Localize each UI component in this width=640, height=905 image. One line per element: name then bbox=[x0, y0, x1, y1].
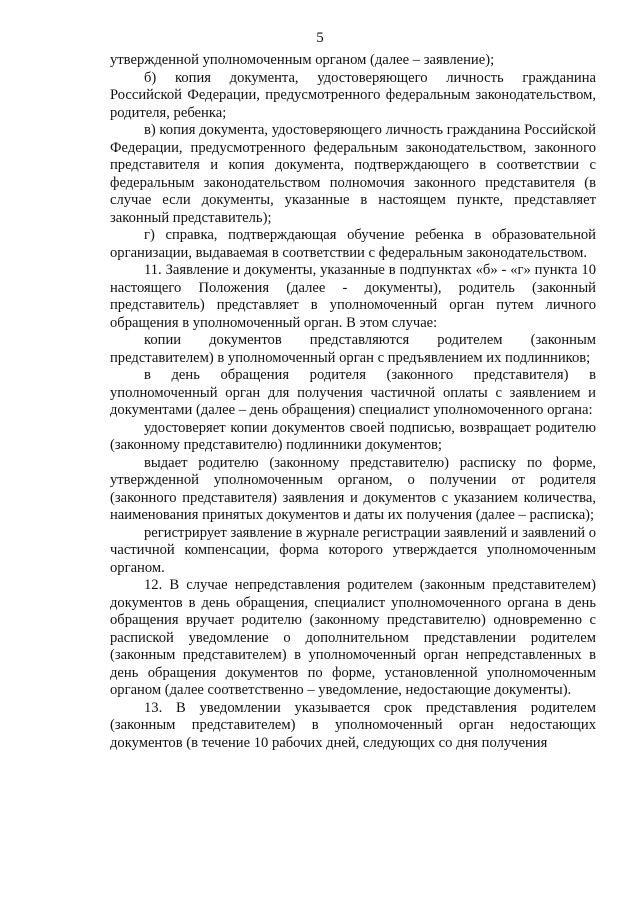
paragraph-item-v: в) копия документа, удостоверяющего личность гражданина Российской Федерации, предусмотренного федеральным законодательством, законного представителя и копия документа, подтверждающего в соответствии с федеральным законодательством полномочия законного представителя (в случае если документы, указанные в настоящем пункте, представляет законный представитель); bbox=[110, 122, 596, 226]
paragraph-continuation: утвержденной уполномоченным органом (далее – заявление); bbox=[110, 52, 495, 68]
paragraph-clause-11: 11. Заявление и документы, указанные в подпунктах «б» - «г» пункта 10 настоящего Положения (далее - документы), родитель (законный представитель) представляет в уполномоченный орган путем личного обращения в уполномоченный орган. В этом случае: bbox=[110, 262, 596, 331]
paragraph-clause-13: 13. В уведомлении указывается срок представления родителем (законным представителем) в уполномоченный орган недостающих документов (в течение 10 рабочих дней, следующих со дня получения bbox=[110, 699, 596, 751]
paragraph-item-b: б) копия документа, удостоверяющего личность гражданина Российской Федерации, предусмотренного федеральным законодательством, родителя, ребенка; bbox=[110, 69, 596, 121]
document-body bbox=[110, 52, 596, 752]
paragraph-copies: копии документов представляются родителем (законным представителем) в уполномоченный орган с предъявлением их подлинников; bbox=[110, 332, 596, 366]
paragraph-certifies: удостоверяет копии документов своей подписью, возвращает родителю (законному представителю) подлинники документов; bbox=[110, 419, 596, 453]
paragraph-day-of-application: в день обращения родителя (законного представителя) в уполномоченный орган для получения частичной оплаты с заявлением и документами (далее – день обращения) специалист уполномоченного органа: bbox=[110, 367, 596, 418]
paragraph-item-g: г) справка, подтверждающая обучение ребенка в образовательной организации, выдаваемая в соответствии с федеральным законодательством. bbox=[110, 227, 596, 261]
paragraph-registers: регистрирует заявление в журнале регистрации заявлений и заявлений о частичной компенсации, форма которого утверждается уполномоченным органом. bbox=[110, 524, 596, 576]
paragraph-issues-receipt: выдает родителю (законному представителю) расписку по форме, утвержденной уполномоченным органом, о получении от родителя (законного представителя) заявления и документов с указанием количества, наименования принятых документов и даты их получения (далее – расписка); bbox=[110, 454, 596, 523]
page-number: 5 bbox=[316, 30, 324, 46]
paragraph-clause-12: 12. В случае непредставления родителем (законным представителем) документов в день обращения, специалист уполномоченного органа в день обращения вручает родителю (законному представителю) одновременно с распиской уведомление о дополнительном представлении родителем (законным представителем) в уполномоченный орган непредставленных в день обращения документов по форме, установленной уполномоченным органом (далее соответственно – уведомление, недостающие документы). bbox=[110, 577, 596, 698]
